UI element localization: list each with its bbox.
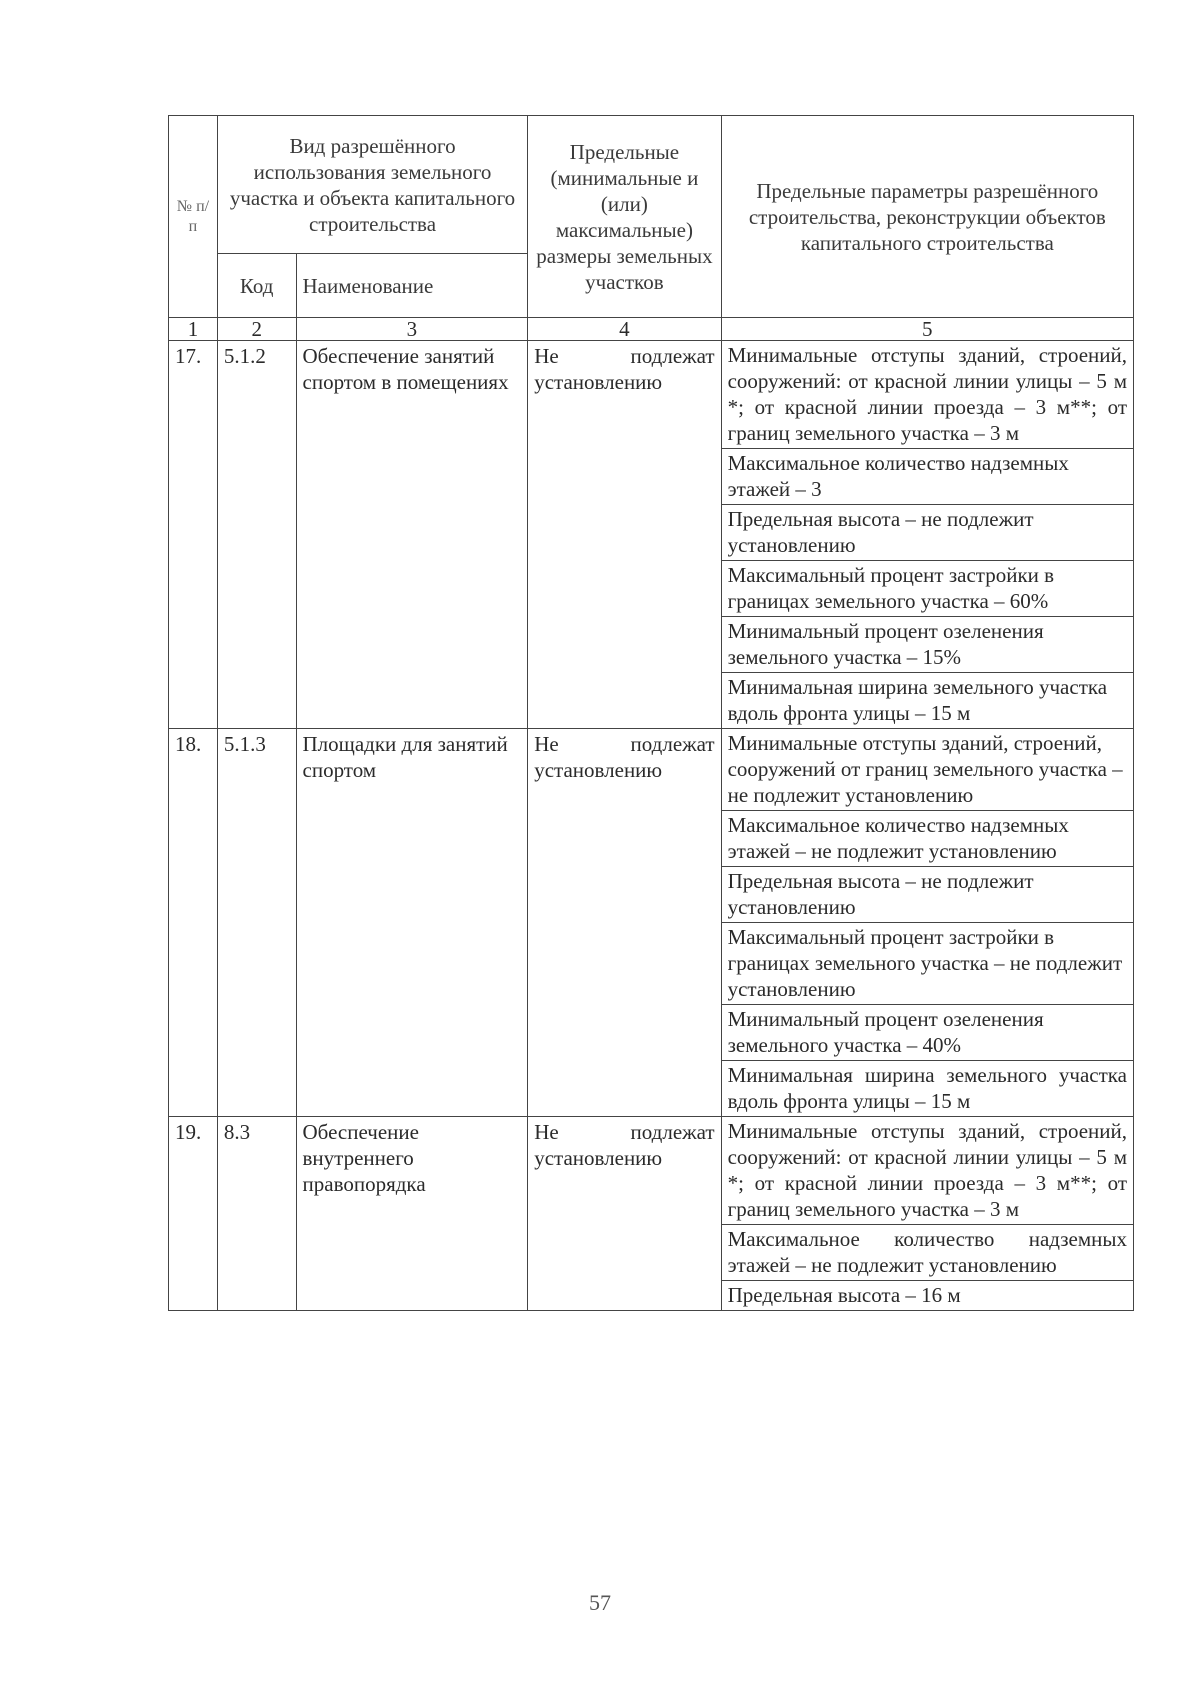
row-params — [721, 729, 1133, 1117]
param-item: Предельная высота – не подлежит установлению — [722, 866, 1133, 922]
colnum-4: 4 — [528, 318, 721, 341]
header-params: Предельные параметры разрешённого строительства, реконструкции объектов капитального строительства — [721, 116, 1133, 318]
table-row — [169, 1117, 1134, 1311]
param-item: Минимальные отступы зданий, строений, сооружений: от красной линии улицы – 5 м *; от красной линии проезда – 3 м**; от границ земельного участка – 3 м — [727, 343, 1127, 445]
row-code: 5.1.2 — [217, 341, 296, 729]
param-item: Минимальный процент озеленения земельного участка – 40% — [722, 1004, 1133, 1060]
param-item: Минимальный процент озеленения земельного участка – 15% — [722, 616, 1133, 672]
colnum-1: 1 — [169, 318, 218, 341]
param-item: Минимальные отступы зданий, строений, сооружений от границ земельного участка – не подлежит установлению — [727, 731, 1123, 807]
colnum-5: 5 — [721, 318, 1133, 341]
colnum-3: 3 — [296, 318, 528, 341]
param-item: Максимальный процент застройки в границах земельного участка – не подлежит установлению — [722, 922, 1133, 1004]
header-vid: Вид разрешённого использования земельного участка и объекта капитального строительства — [217, 116, 527, 254]
land-use-table — [168, 115, 1134, 1311]
param-item: Максимальное количество надземных этажей – 3 — [722, 448, 1133, 504]
param-item: Предельная высота – 16 м — [722, 1280, 1133, 1310]
colnum-2: 2 — [217, 318, 296, 341]
row-size: Не подлежат установлению — [528, 729, 721, 1117]
param-item: Максимальное количество надземных этажей – не подлежит установлению — [722, 1224, 1133, 1280]
row-code: 8.3 — [217, 1117, 296, 1311]
param-item: Минимальная ширина земельного участка вдоль фронта улицы – 15 м — [722, 1060, 1133, 1116]
row-name: Площадки для занятий спортом — [296, 729, 528, 1117]
row-size: Не подлежат установлению — [528, 1117, 721, 1311]
row-code: 5.1.3 — [217, 729, 296, 1117]
page-number: 57 — [589, 1590, 611, 1615]
header-code: Код — [217, 254, 296, 318]
param-item: Максимальное количество надземных этажей – не подлежит установлению — [722, 810, 1133, 866]
header-name: Наименование — [296, 254, 528, 318]
param-item: Минимальная ширина земельного участка вдоль фронта улицы – 15 м — [722, 672, 1133, 728]
header-size: Предельные (минимальные и (или) максимальные) размеры земельных участков — [528, 116, 721, 318]
row-name: Обеспечение внутреннего правопорядка — [296, 1117, 528, 1311]
header-num: № п/п — [169, 116, 218, 318]
table-row — [169, 729, 1134, 1117]
table-row — [169, 341, 1134, 729]
row-num: 19. — [169, 1117, 218, 1311]
param-item: Максимальный процент застройки в границах земельного участка – 60% — [722, 560, 1133, 616]
row-name: Обеспечение занятий спортом в помещениях — [296, 341, 528, 729]
param-item: Предельная высота – не подлежит установлению — [722, 504, 1133, 560]
param-item: Минимальные отступы зданий, строений, сооружений: от красной линии улицы – 5 м *; от красной линии проезда – 3 м**; от границ земельного участка – 3 м — [727, 1119, 1127, 1221]
row-params — [721, 1117, 1133, 1311]
row-params — [721, 341, 1133, 729]
row-num: 17. — [169, 341, 218, 729]
row-num: 18. — [169, 729, 218, 1117]
row-size: Не подлежат установлению — [528, 341, 721, 729]
column-number-row — [169, 318, 1134, 341]
